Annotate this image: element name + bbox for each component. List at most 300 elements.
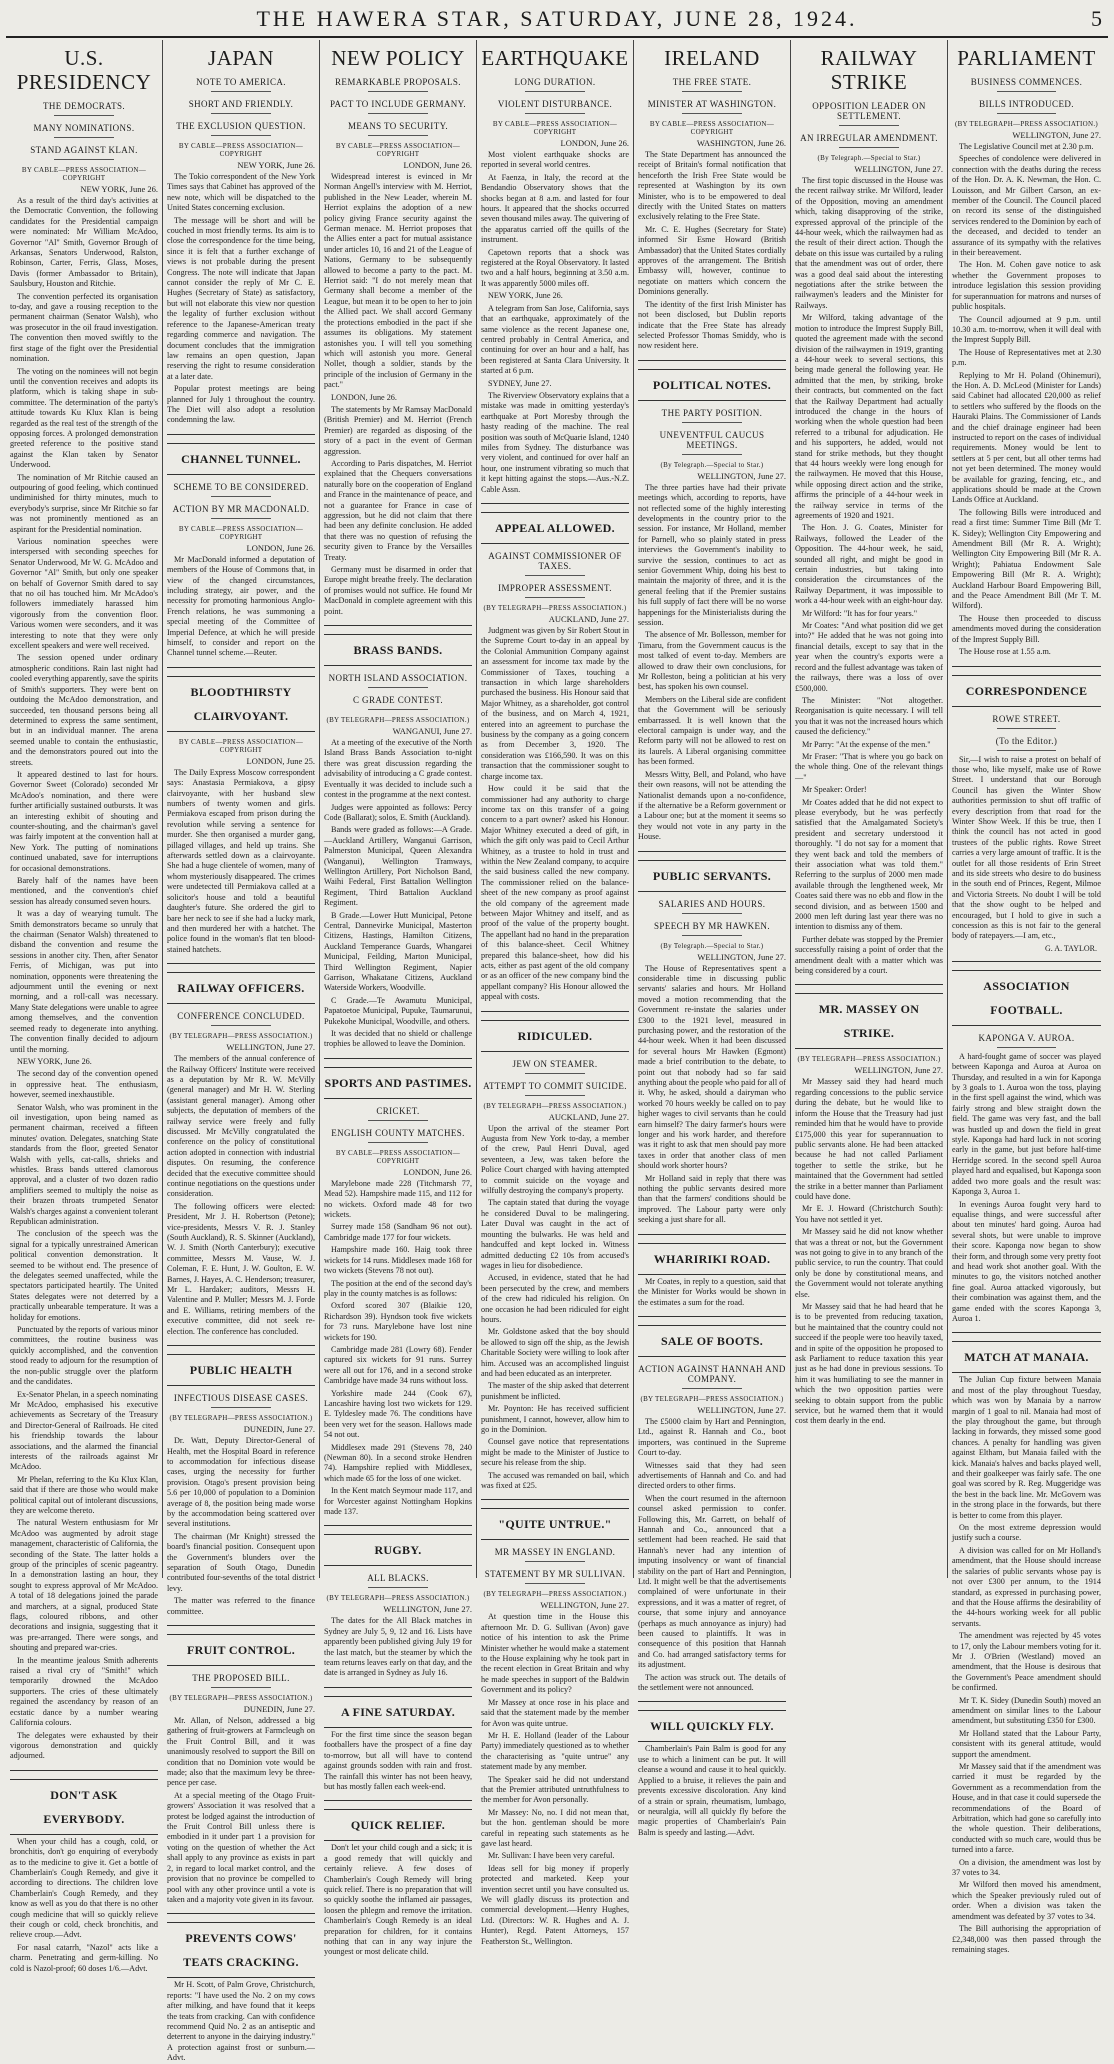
- article-paragraph: Surrey made 158 (Sandham 96 not out). Cambridge made 177 for four wickets.: [324, 1222, 472, 1242]
- article-credit: (BY TELEGRAPH—PRESS ASSOCIATION.): [954, 120, 1099, 128]
- article: [638, 851, 786, 1226]
- article-paragraph: Senator Walsh, who was prominent in the oil investigation, upon being named as permanent chairman, received a fifteen minutes' ovation. Delegates, snatching State standards from the floor, greeted Senator Walsh with yells, cat-calls, shrieks and whistles. Brass bands uttered clamorous approval, and a cluster of two dozen radio amplifiers seemed to multiply the noise as their brazen throats trumpeted Senator Walsh's charges against a convenient tolerant Republican administration.: [10, 1102, 158, 1226]
- article-paragraph: The delegates were exhausted by their vigorous demonstration and quickly adjourned.: [10, 1730, 158, 1761]
- article-paragraph: Various nomination speeches were interspersed with seconding speeches for Senator Underwood, Mr W. G. McAdoo and Governor "Al" Smith, but only one speaker on behalf of Governor Smith dared to say that no oil has touched him. Mr McAdoo's followers immediately harassed him vigorously from the convention floor. Various women were seconders, and it was interesting to note that they were only excellent speakers and were well received.: [10, 537, 158, 651]
- article: [167, 1913, 315, 2063]
- article-paragraph: A telegram from San Jose, California, says that an earthquake, approximately of the same violence as the recent Japanese one, centred probably in Central America, and continuing for over an hour and a half, has been registered at Santa Clara University. It started at 6 p.m.: [481, 303, 629, 376]
- article-subhead: ATTEMPT TO COMMIT SUICIDE.: [483, 1080, 627, 1091]
- article-paragraph: Ex-Senator Phelan, in a speech nominating Mr McAdoo, emphasised his executive achievements as Secretary of the Treasury and Director-General of Railroads. He cited his friendship towards the labour associations, and the alarmed the financial interests of the railroads against Mr McAdoo.: [10, 1389, 158, 1472]
- article-divider: [324, 1525, 472, 1526]
- article-subhead: THE EXCLUSION QUESTION.: [176, 121, 306, 131]
- article-paragraph: Mr Massey said he did not know whether that was a threat or not, but the Government was not going to give in to any branch of the public service, to run the country. That could only be done by constitutional means, and the Government would not tolerate anything else.: [795, 1227, 943, 1299]
- article-paragraph: The Minister: "Not altogether. Reorganisation is quite necessary. I will tell you that it was not the increased hours which caused the deficiency.": [795, 695, 943, 737]
- article-paragraph: Mr Speaker: Order!: [802, 785, 867, 795]
- article-credit: BY CABLE—PRESS ASSOCIATION—COPYRIGHT: [178, 524, 304, 541]
- article-paragraph: Mr Parry: "At the expense of the men.": [802, 739, 931, 749]
- article-divider: [638, 851, 786, 852]
- article-paragraph: The convention perfected its organisation to-day, and gave a rousing reception to the permanent chairman (Senator Walsh), who was prosecutor in the oil fraud investigation. The convention then moved swiftly to the first stage of the fight over the Presidential nomination.: [10, 291, 158, 364]
- article-paragraph: How could it be said that the commissioner had any authority to charge income tax on this transfer of a going concern to a part owner? asked his Honour. Major Whitney executed a deed of gift, in which the gift only was paid to Cecil Arthur Whitney, as a trustee to hold in trust and within the New Zealand company, to acquire the said business called the new company. The commissioner relied on the balance-sheet of the new company as proof against the old company of the agreement made between Major Whitney and itself, and as proof of the value of the property bought. The appellant had no hand in the preparation of this balance-sheet. Cecil Whitney prepared this balance-sheet, how did his acts, either as past agent of the old company or as an officer of the new company bind the appellant company? His Honour allowed the appeal with costs.: [481, 784, 629, 1002]
- article-headline: DON'T ASK EVERYBODY.: [10, 1779, 158, 1835]
- subhead-rule: [368, 687, 427, 688]
- article-paragraph: Mr H. Scott, of Palm Grove, Christchurch, reports: "I have used the No. 2 on my cows after milking, and have found that it keeps the teats from cracking. Can with confidence recommend Quid No. 2 as an antiseptic and deterrent to anyone in the dairying industry." A protection against frost or sunburn.—Advt.: [167, 1980, 315, 2063]
- article-credit: (By Telegraph.—Special to Star.): [817, 154, 921, 162]
- article-subhead: INFECTIOUS DISEASE CASES.: [173, 1393, 309, 1404]
- subhead-rule: [682, 113, 741, 114]
- article-subhead: SPEECH BY MR HAWKEN.: [654, 920, 770, 931]
- column-3: [320, 40, 477, 1957]
- article-credit: (BY TELEGRAPH—PRESS ASSOCIATION.): [326, 1594, 470, 1603]
- article-subhead: THE DEMOCRATS.: [42, 101, 126, 111]
- article-divider: [481, 1499, 629, 1500]
- article: [481, 46, 629, 495]
- article-dateline: WELLINGTON, June 27.: [697, 1404, 786, 1415]
- article-subhead: UNEVENTFUL CAUCUS MEETINGS.: [659, 429, 765, 450]
- article: [324, 625, 472, 1050]
- subhead-rule: [211, 1407, 270, 1408]
- article-credit: BY CABLE—PRESS ASSOCIATION—COPYRIGHT: [335, 1148, 461, 1165]
- article-paragraph: The House then proceeded to discuss amendments moved during the consideration of the Imprest Supply Bill.: [952, 613, 1101, 644]
- article-subhead: STATEMENT BY MR SULLIVAN.: [484, 1569, 626, 1580]
- article-subhead: LONG DURATION.: [514, 77, 596, 87]
- article: [952, 46, 1101, 658]
- article-dateline: WANGANUI, June 27.: [392, 726, 472, 737]
- article-headline: RUGBY.: [324, 1534, 472, 1566]
- article-paragraph: The natural Western enthusiasm for Mr McAdoo was augmented by adroit stage management, characteristic of California, the seconding of the State. The latter holds a group of the principles of scenic pageantry. In a demonstration lasting an hour, they sought to express approval of Mr McAdoo. A total of 18 delegations joined the parade and marchers, at a signal, produced State flags, coloured ribbons, and other decorations and insignia, suggesting that it was pre-arranged. There were songs, and shouting and prepared war-cries.: [10, 1518, 158, 1653]
- article: [324, 46, 472, 617]
- subhead-rule: [211, 135, 270, 136]
- article-paragraph: Replying to Mr H. Poland (Ohinemuri), the Hon. A. D. McLeod (Minister for Lands) said Cabinet had allocated £20,000 as relief to settlers who suffered by the floods on the Hauraki Plains. The Commissioner of Lands and the chief drainage engineer had been instructed to report on the cases of individual requirements. Money would be lent to settlers at 5 per cent, but all other terms had not yet been determined. The money would be available for grazing, fencing, etc., and applications should be made at the Crown Lands Office at Auckland.: [952, 370, 1101, 505]
- article-subhead: JEW ON STEAMER.: [512, 1058, 598, 1069]
- article-paragraph: The following officers were elected: President, Mr J. H. Robertson (Petone); vice-presidents, Messrs V. R. J. Stanley (South Auckland), R. S. Skinner (Auckland), W. J. Smith (North Canterbury); executive committee, Messrs M. Vause, W. J. Coleman, F. E. Hunt, J. W. Goulton, E. W. Barnes, J. Hayes, A. C. Henderson; treasurer, Mr L. Hardaker; auditors, Messrs H. Valentine and P. Muller; Messrs M. J. Forde and E. Williams, retiring members of the executive committee, did not seek re-election. The conference has concluded.: [167, 1201, 315, 1336]
- article-subhead: CONFERENCE CONCLUDED.: [177, 1011, 305, 1022]
- article-headline: JAPAN: [208, 46, 274, 70]
- article-divider: [167, 434, 315, 435]
- article-subhead: MEANS TO SECURITY.: [348, 121, 448, 131]
- article-paragraph: On a division, the amendment was lost by 37 votes to 34.: [952, 1857, 1101, 1878]
- article-dateline: AUCKLAND, June 27.: [548, 614, 629, 624]
- article-paragraph: Mr. Sullivan: I have been very careful.: [488, 1851, 615, 1861]
- article-paragraph: In the Kent match Seymour made 117, and for Worcester against Nottingham Hopkins made 137.: [324, 1486, 472, 1517]
- subhead-rule: [839, 147, 898, 148]
- article: [324, 1800, 472, 1957]
- article-dateline: NEW YORK, June 26.: [80, 184, 158, 194]
- article-credit: BY CABLE—PRESS ASSOCIATION—COPYRIGHT: [649, 120, 775, 136]
- article-paragraph: Mr Coates, in reply to a question, said that the Minister for Works would be shown in the estimates a sum for the road.: [638, 1276, 786, 1307]
- article-paragraph: On the most extreme depression would justify such a course.: [952, 1523, 1101, 1543]
- article-paragraph: Dr. Watt, Deputy Director-General of Health, met the Hospital Board in reference to accommodation for infectious disease cases, urging the necessity for further provision. Otago's present provision being 5.6 per 10,000 of population to a Dominion average of 8, the position being made worse by the accommodation being scattered over several institutions.: [167, 1436, 315, 1529]
- article: [795, 984, 943, 1426]
- article-paragraph: When your child has a cough, cold, or bronchitis, don't go enquiring of everybody as to the medicine to give it. Get a bottle of Chamberlain's Cough Remedy, and give it according to directions. The children love Chamberlain's Cough Remedy, and they know as well as you do that there is no other cough medicine that will so quickly relieve their cough or cold, check bronchitis, and relieve croup.—Advt.: [10, 1836, 158, 1940]
- article-paragraph: LONDON, June 26.: [331, 392, 397, 402]
- article-credit: (By Telegraph.—Special to Star.): [660, 941, 764, 950]
- subhead-rule: [211, 1687, 270, 1688]
- article-dateline: WELLINGTON, June 27.: [697, 470, 786, 481]
- article-paragraph: The Legislative Council met at 2.30 p.m.: [959, 142, 1094, 151]
- article-paragraph: The action was struck out. The details of the settlement were not announced.: [638, 1672, 786, 1693]
- article-headline: SPORTS AND PASTIMES.: [324, 1067, 472, 1099]
- article-paragraph: Oxford scored 307 (Blaikie 120, Richardson 39). Hyndson took five wickets for 73 runs. Marylebone have lost nine wickets for 190.: [324, 1301, 472, 1342]
- article-dateline: LONDON, June 25.: [246, 755, 315, 766]
- article-paragraph: The dates for the All Black matches in Sydney are July 5, 9, 12 and 16. Lists have apparently been published giving July 19 for the last match, but the steamer by which the team returns leaves early on that day, and the date is arranged in Sydney as July 16.: [324, 1616, 472, 1678]
- column-2: [163, 40, 320, 2063]
- article-divider: [638, 1234, 786, 1235]
- article-credit: (BY TELEGRAPH—PRESS ASSOCIATION.): [797, 1055, 941, 1064]
- article-paragraph: Popular protest meetings are being planned for July 1 throughout the country. The Diet will also adopt a resolution condemning the law.: [167, 384, 315, 425]
- article-subhead: ACTION BY MR MACDONALD.: [172, 503, 310, 514]
- article-paragraph: At Faenza, in Italy, the record at the Bendandio Observatory shows that the shocks began at 8 a.m. and lasted for four hours. It appeared that the shocks occurred seven thousand miles away. The quivering of the apparatus carried off the quills of the instrument.: [481, 172, 629, 245]
- article: [638, 1234, 786, 1308]
- article-subhead: AGAINST COMMISSIONER OF TAXES.: [488, 551, 622, 571]
- article-paragraph: Further debate was stopped by the Premier successfully raising a point of order that the amendment dealt with a matter which was being considered by a court.: [795, 934, 943, 976]
- subhead-rule: [525, 91, 584, 92]
- article-dateline: NEW YORK, June 26.: [237, 160, 315, 170]
- article: [10, 46, 158, 1762]
- article-headline: APPEAL ALLOWED.: [481, 512, 629, 544]
- article-credit: (BY TELEGRAPH—PRESS ASSOCIATION.): [483, 1101, 627, 1110]
- article-divider: [324, 625, 472, 626]
- columns: [6, 40, 1108, 2063]
- article: [638, 1316, 786, 1694]
- article-subhead: MR MASSEY IN ENGLAND.: [494, 1547, 616, 1558]
- article-divider: [481, 503, 629, 504]
- article-subhead: (To the Editor.): [995, 735, 1058, 746]
- article: [952, 1332, 1101, 1955]
- article-subhead: ENGLISH COUNTY MATCHES.: [331, 1127, 465, 1138]
- article: [324, 1687, 472, 1792]
- article-subhead: ALL BLACKS.: [367, 1573, 429, 1584]
- article-paragraph: A hard-fought game of soccer was played between Kaponga and Auroa at Auroa on Thursday, and resulted in a win for Kaponga by 3 goals to 1. Auroa won the toss, playing in the first spell against the wind, which was fairly strong and blew straight down the field. The game was very fast, and the ball was hustled up and down the field in great style. Kaponga had hard luck in not scoring early in the game, but just before half-time Herridge scored. In the second spell Auroa played hard and equalised, but Kaponga soon added two more goals and the result was: Kaponga 3, Auroa 1.: [952, 1051, 1101, 1197]
- article-subhead: PACT TO INCLUDE GERMANY.: [329, 99, 467, 109]
- article-subhead: IMPROPER ASSESSMENT.: [498, 583, 612, 593]
- article-paragraph: A division was called for on Mr Holland's amendment, that the House should increase the salaries of public servants whose pay is not over £300 per annum, to the 1914 standard, as expressed in purchasing power, and that the House affirms the desirability of the 44-hours working week for all public servants.: [952, 1545, 1101, 1628]
- article-divider: [167, 667, 315, 668]
- article: [324, 1058, 472, 1518]
- article-dateline: DUNEDIN, June 27.: [243, 1704, 315, 1714]
- article-paragraph: Mr Massey said that he had heard that he is to be prevented from reducing taxation, but he maintained that the country could not succeed if the people were too heavily taxed, and in spite of the opposition he proposed to ask Parliament to reduce taxation this year just as he had done in previous sessions. To him it was humiliating to see the manner in which the two opposition parties were seeking to obtain support from the public service, but he warned them that it would cost them dearly in the end.: [795, 1302, 943, 1426]
- article-paragraph: The message will be short and will be couched in most friendly terms. Its aim is to close the correspondence for the time being, since it is felt that a further exchange of views is not probable during the present Congress. The note will indicate that Japan cannot consider the reply of Mr C. E. Hughes (Secretary of State) as satisfactory, but will not elaborate this view nor question the legality of further exclusion without reference to the Japanese-American treaty regarding commerce and navigation. The document concludes that the immigration law remains an open question, Japan reserving the right to resume consideration at a later date.: [167, 215, 315, 381]
- article-dateline: DUNEDIN, June 27.: [243, 1424, 315, 1435]
- article-paragraph: Mr T. K. Sidey (Dunedin South) moved an amendment on similar lines to the Labour amendment, but substituting £350 for £300.: [952, 1695, 1101, 1726]
- article-paragraph: Mr Wilford, taking advantage of the motion to introduce the Imprest Supply Bill, quoted the agreement made with the second division of the railwaymen in 1919, granting a 44-hour week to several sections, this being made general the following year. He admitted that the men, by striking, broke their contracts, but commented on the fact that the Railway Department had actually introduced the change in the hours of working when the whole question had been referred to a tribunal for adjudication. He and his supporters, he added, would not stand for strike methods, but they thought that 44 hours weekly were long enough for the railwaymen. He moved that this House, while opposing direct action and the strike, affirms the principle of a 44-hour week in the railway service in terms of the agreements of 1920 and 1921.: [795, 313, 943, 520]
- article-headline: IRELAND: [664, 46, 760, 70]
- subhead-rule: [211, 496, 270, 497]
- article-paragraph: Upon the arrival of the steamer Port Augusta from New York to-day, a member of the crew, Paul Henri Duval, aged seventeen, a Jew, was taken before the Police Court charged with having attempted to commit suicide on the voyage and wilfully destroying the company's property.: [481, 1123, 629, 1196]
- subhead-rule: [525, 1583, 584, 1584]
- article-paragraph: Accused, in evidence, stated that he had been persecuted by the crew, and members of the crew had ridiculed his religion. On one occasion he had been ridiculed for eight hours.: [481, 1273, 629, 1324]
- article-paragraph: The Speaker said he did not understand that the Premier attributed untruthfulness to the member for Avon personally.: [481, 1774, 629, 1805]
- article: [167, 1625, 315, 1905]
- article-headline: RAILWAY OFFICERS.: [167, 972, 315, 1004]
- article-paragraph: Mr Massey at once rose in his place and said that the statement made by the member for Avon was quite untrue.: [481, 1697, 629, 1728]
- article-paragraph: It appeared destined to last for hours. Governor Sweet (Colorado) seconded Mr McAdoo's nomination, and there were further artificially sustained outbursts. It was an interesting exhibit of shouting and counter-shouting, and the chairman's gavel was fairly impotent at the convention hall at New York. The putting of nominations continued unabated, save for interruptions for occasional demonstrations.: [10, 769, 158, 873]
- masthead-title: THE HAWERA STAR, SATURDAY, JUNE 28, 1924.: [256, 6, 858, 31]
- article-paragraph: The House of Representatives spent a considerable time in discussing public servants' salaries and hours. Mr Holland moved a motion recommending that the Government re-instate the salaries under £300 to the 1921 level, measured in purchasing power, and the restoration of the 44-hour week. When it had been discussed for several hours Mr Hawken (Egmont) made a brief contribution to the debate, to point out that nobody had so far said anything about the people who paid for all of it. Why, he asked, should a dairyman who worked 70 hours weekly be called on to pay higher wages to civil servants than he could earn himself? The dairy farmer's hours were longer and his work harder, and therefore was it right to ask that men should pay more taxes in order that another class of men should work shorter hours?: [638, 963, 786, 1171]
- page-number: 5: [1091, 6, 1102, 31]
- article: [638, 46, 786, 352]
- article: [324, 1525, 472, 1678]
- article-paragraph: Members on the Liberal side are confident that the Government will be seriously embarrassed. It is well known that the electoral campaign is under way, and the Reform party will not be allowed to rest on its laurels. A Liberal organising committee has been formed.: [638, 694, 786, 767]
- article-subhead: BUSINESS COMMENCES.: [970, 77, 1083, 87]
- article-divider: [638, 1316, 786, 1317]
- article-divider: [952, 1332, 1101, 1333]
- article-paragraph: As a result of the third day's activities at the Democratic Convention, the following candidates for the Presidential campaign were nominated: Mr William McAdoo, Governor "Al" Smith, Governor Brough of Arkansas, Senators Underwood, Ralston, Robinson, Carter, Ferris, Glass, Moses, Davis (former Ambassador to Britain), Saulsbury, Houston and Ritchie.: [10, 196, 158, 289]
- subhead-rule: [368, 1120, 427, 1121]
- article-dateline: WASHINGTON, June 26.: [696, 138, 786, 148]
- article-paragraph: Mr. Allan, of Nelson, addressed a big gathering of fruit-growers at Farmcleugh on the Fruit Control Bill, and it was unanimously resolved to support the Bill on condition that no Dominion vote would be made; also that the maximum levy be three-pence per case.: [167, 1716, 315, 1788]
- article-paragraph: Mr Holland stated that the Labour Party, consistent with its general attitude, would support the amendment.: [952, 1728, 1101, 1759]
- subhead-rule: [211, 91, 270, 92]
- article-headline: RAILWAY STRIKE: [820, 46, 918, 94]
- article-paragraph: Mr. Poynton: He has received sufficient punishment, I cannot, however, allow him to go in the Dominion.: [481, 1404, 629, 1434]
- article-paragraph: The Hon. J. G. Coates, Minister for Railways, followed the Leader of the Opposition. The 44-hour week, he said, sounded all right, and might be good in certain industries, but taking into consideration the circumstances of the Railway Department, it was impossible to work a 44-hour week with an eight-hour day.: [795, 523, 943, 606]
- article-headline: EARTHQUAKE: [481, 46, 629, 70]
- article-paragraph: Punctuated by the reports of various minor committees, the routine business was quickly accomplished, and the convention stood ready to adjourn for the resumption of the non-public struggle over the platform and the candidates.: [10, 1325, 158, 1387]
- article-dateline: AUCKLAND, June 27.: [548, 1111, 629, 1122]
- subhead-rule: [368, 1587, 427, 1588]
- article-paragraph: Mr Coates: "And what position did we get into?" He added that he was not going into financial details, except to say that in the year when the country's exports were a record and the fullest advantage was taken of the railways, there was a loss of over £500,000.: [795, 621, 943, 693]
- article-headline: BRASS BANDS.: [324, 634, 472, 666]
- article-subhead: C GRADE CONTEST.: [353, 695, 443, 706]
- article-paragraph: Bands were graded as follows:—A Grade.—Auckland Artillery, Wanganui Garrison, Palmerston Municipal, Queen Alexandra (Wanganui), Wellington Tramways, Wellington Artillery, Port Nicholson Band, Waihi Federal, First Battalion Wellington Regiment, Third Battalion Auckland Regiment.: [324, 825, 472, 908]
- article-subhead: THE PARTY POSITION.: [661, 407, 763, 418]
- article-paragraph: It was a day of wearying tumult. The Smith demonstrators became so unruly that the chairman (Senator Walsh) threatened to disband the convention and resume the sessions in another city. Then, after Senator Ferris, of Michigan, was put into nomination, opponents were threatening the adjournment until the evening or next morning, and a roll-call was necessary. Many State delegations were unable to agree among themselves, and the convention seemed ready to degenerate into anything. The convention finally decided to adjourn until the morning.: [10, 909, 158, 1054]
- article-credit: (BY TELEGRAPH—PRESS ASSOCIATION.): [169, 1032, 313, 1041]
- article-paragraph: Chamberlain's Pain Balm is good for any use to which a liniment can be put. It will cleanse a wound and cause it to heal quickly. Applied to a bruise, it relieves the pain and prevents excessive discoloration. Any kind of a strain or sprain, rheumatism, lumbago, or neuralgia, will all quickly fly before the magic properties of Chamberlain's Pain Balm is speedy and lasting.—Advt.: [638, 1744, 786, 1837]
- article-subhead: OPPOSITION LEADER ON SETTLEMENT.: [812, 101, 926, 121]
- article-dateline: WELLINGTON, June 27.: [540, 1600, 629, 1611]
- article-paragraph: SYDNEY, June 27.: [488, 378, 552, 388]
- article-paragraph: The Riverview Observatory explains that a mistake was made in omitting yesterday's earthquake at Port Moresby through the hasty reading of the machine. The real position was south of McQuarie Island, 1240 miles from Sydney. The disturbance was very violent, and continued for over half an hour, one instrument vibrating so much that it kept hitting against the stops.—Aus.-N.Z. Cable Assn.: [481, 390, 629, 494]
- article-headline: CHANNEL TUNNEL.: [167, 443, 315, 475]
- article-paragraph: Germany must be disarmed in order that Europe might breathe freely. The declaration of promises would not suffice. He found Mr MacDonald in complete agreement with this point.: [324, 565, 472, 616]
- subhead-rule: [997, 91, 1057, 92]
- article-paragraph: The Hon. M. Cohen gave notice to ask whether the Government proposes to introduce legislation this session providing for superannuation for matrons and nurses of public hospitals.: [952, 260, 1101, 312]
- article-subhead: SCHEME TO BE CONSIDERED.: [173, 481, 309, 492]
- article-paragraph: Yorkshire made 244 (Cook 67), Lancashire having lost two wickets for 129. E. Tyldesley made 76. The conditions have been very wet for the season. Hallows made 54 not out.: [324, 1388, 472, 1440]
- article-divider: [324, 1800, 472, 1801]
- subhead-rule: [682, 422, 741, 423]
- article-paragraph: Counsel gave notice that representations might be made to the Minister of Justice to secure his release from the ship.: [481, 1437, 629, 1468]
- article-headline: CORRESPONDENCE: [952, 675, 1101, 707]
- subhead-rule: [997, 113, 1057, 114]
- article-headline: PREVENTS COWS' TEATS CRACKING.: [167, 1922, 315, 1978]
- article-paragraph: The first topic discussed in the House was the recent railway strike. Mr Wilford, leader of the Opposition, moving an amendment which, taking disapproving of the strike, expressed approval of the principle of the 44-hour week, which the railwaymen had as the result of their direct action. Though the debate on this issue was curtailed by a ruling that the amendment was out of order, there was a good deal said about the interesting negotiations after the strike between the railwaymen's leaders and the Minister for Railways.: [795, 176, 943, 310]
- subhead-rule: [997, 728, 1057, 729]
- article-divider: [167, 1625, 315, 1626]
- article-paragraph: Barely half of the names have been mentioned, and the convention's chief session has already consumed seven hours.: [10, 876, 158, 906]
- article-paragraph: The identity of the first Irish Minister has not been disclosed, but Dublin reports indicate that the Free State has already selected Professor Thomas Smiddy, who is now resident here.: [638, 299, 786, 351]
- article-headline: "QUITE UNTRUE.": [481, 1508, 629, 1540]
- article-divider: [952, 961, 1101, 962]
- article-paragraph: For nasal catarrh, "Nazol" acts like a charm. Penetrating and germ-killing. No cold is Nazol-proof; 60 doses 1/6.—Advt.: [10, 1942, 158, 1973]
- article-paragraph: Mr H. E. Holland (leader of the Labour Party) immediately questioned as to whether the characterising as "quite untrue" any statement made by any member.: [481, 1730, 629, 1772]
- article-paragraph: Mr Wilford: "It has for four years.": [802, 608, 918, 618]
- column-7: [948, 40, 1105, 1954]
- article-paragraph: The nomination of Mr Ritchie caused an outpouring of good feeling, which continued undiminished for thirty minutes, much to everybody's surprise, since Mr Ritchie so far was not prominently mentioned as an aspirant for the Presidential nomination.: [10, 472, 158, 534]
- article-paragraph: Mr Phelan, referring to the Ku Klux Klan, said that if there are those who would make political capital out of intolerant discussions, they are welcome thereto.: [10, 1474, 158, 1515]
- article-paragraph: The conclusion of the speech was the signal for a typically unrestrained American political convention demonstration. It seemed to be without end. The presence of the delegates seemed unaffected, while the spectators participated heartily. The United States delegates were not deterred by a practically unbearable temperature. It was a holiday for emotions.: [10, 1229, 158, 1322]
- subhead-rule: [682, 935, 741, 936]
- subhead-rule: [211, 1025, 270, 1026]
- article-headline: WHARIRIKI ROAD.: [638, 1243, 786, 1275]
- article-paragraph: Hampshire made 160. Haig took three wickets for 14 runs. Middlesex made 168 for two wickets (Stevens 78 not out).: [324, 1245, 472, 1276]
- subhead-rule: [211, 518, 270, 519]
- article-paragraph: According to Paris dispatches, M. Herriot explained that the Chequers conversations naturally bore on the cooperation of England and France in the maintenance of peace, and not a guarantee for France in case of aggression, but he did not claim that there had been any definite conclusion. He added that there was no question of refusing the security given to France by the Versailles Treaty.: [324, 458, 472, 562]
- article-credit: (By Telegraph.—Special to Star.): [660, 460, 764, 469]
- article-divider: [324, 1687, 472, 1688]
- article-headline: MATCH AT MANAIA.: [952, 1341, 1101, 1373]
- article-subhead: ACTION AGAINST HANNAH AND COMPANY.: [638, 1363, 786, 1384]
- article-paragraph: The Council adjourned at 9 p.m. until 10.30 a.m. to-morrow, when it will deal with the Imprest Supply Bill.: [952, 314, 1101, 345]
- article-headline: PUBLIC HEALTH: [167, 1354, 315, 1386]
- article-headline: NEW POLICY: [331, 46, 465, 70]
- subhead-rule: [368, 91, 427, 92]
- article-paragraph: The statements by Mr Ramsay MacDonald (British Premier) and M. Herriot (French Premier) are regarded as disposing of the story of a pact in the event of German aggression.: [324, 404, 472, 456]
- article-paragraph: Ideas sell for big money if properly protected and marketed. Keep your invention secret until you have consulted us. We will gladly discuss its protection and commercial development.—Henry Hughes, Ltd. (Directors: W. R. Hughes and A. J. Hunter), Regd. Patent Attorneys, 157 Featherston St., Wellington.: [481, 1863, 629, 1946]
- article-subhead: NORTH ISLAND ASSOCIATION.: [328, 673, 468, 684]
- subhead-rule: [525, 1561, 584, 1562]
- article: [481, 1011, 629, 1492]
- article-paragraph: In evenings Auroa fought very hard to equalise things, and were successful after about ten minutes' hard going. Auroa had several shots, but were unable to improve their score. Kaponga now began to show their form, and through some very pretty foot and head work shot another goal. With the minutes to go, the visitors notched another fine goal. Auroa attacked vigorously, but their combination was against them, and the game ended with the scores Kaponga 3, Auroa 1.: [952, 1199, 1101, 1323]
- article-paragraph: At a special meeting of the Otago Fruit-growers' Association it was resolved that a protest be lodged against the introduction of the Fruit Control Bill unless there is embodied in it under part 1 a provision for voting on the question of whether the Act shall apply to any province as exists in part 2, in regard to local market control, and the provision that no province be compelled to pool with any other province until a vote is taken and a majority vote given in its favour.: [167, 1790, 315, 1904]
- subhead-rule: [368, 113, 427, 114]
- article-paragraph: The £5000 claim by Hart and Pennington, Ltd., against R. Hannah and Co., boot importers, was continued in the Supreme Court to-day.: [638, 1416, 786, 1458]
- article-subhead: THE FREE STATE.: [672, 77, 752, 87]
- article-divider: [10, 1770, 158, 1771]
- article-divider: [481, 1011, 629, 1012]
- article-paragraph: Judges were appointed as follows: Percy Code (Ballarat); solos, E. Smith (Auckland).: [324, 802, 472, 822]
- article-paragraph: The chairman (Mr Knight) stressed the board's financial position. Consequent upon the Government's blunders over the separation of South Otago, Dunedin contributed four-sevenths of the total district levy.: [167, 1531, 315, 1593]
- article-headline: PUBLIC SERVANTS.: [638, 860, 786, 892]
- article-subhead: SALARIES AND HOURS.: [658, 898, 766, 909]
- article-subhead: AN IRREGULAR AMENDMENT.: [800, 133, 938, 143]
- article-paragraph: Messrs Witty, Bell, and Poland, who have their own reasons, will not be attending the Nationalist demands upon a no-confidence, if the alternative be a Reform government or a Labour one; but at the moment it seems so they would not vote in any party in the House.: [638, 769, 786, 842]
- article-paragraph: Mr MacDonald informed a deputation of members of the House of Commons that, in view of the changed circumstances, including strategy, air power, and the necessity for promoting harmonious Anglo-French relations, he was summoning a special meeting of the Committee of Imperial Defence, at which he will preside himself, to consider and report on the Channel tunnel scheme.—Reuter.: [167, 554, 315, 658]
- article-headline: WILL QUICKLY FLY.: [638, 1710, 786, 1742]
- article-paragraph: Judgment was given by Sir Robert Stout in the Supreme Court to-day in an appeal by the Colonial Ammunition Company against an assessment for income tax made by the Commissioner of Taxes, touching a transaction in which large shareholders purchased the business. His Honour said that Major Whitney, as a shareholder, got control of the business, and on March 4, 1921, entered into an agreement to purchase the business by the company as a going concern as from December 3, 1920. The consideration was £166,590. It was on this transaction that the commissioner sought to charge income tax.: [481, 626, 629, 781]
- article-paragraph: Sir,—I wish to raise a protest on behalf of those who, like myself, make use of Rowe Street. I understand that our Borough Council has given the Winter Show authorities permission to shut off traffic of every description from that road for the Winter Show Week. If this be true, then I think the council has not acted in good trustees of the public rights. Rowe Street carries a very large amount of traffic. It is the outlet for all those residents of Erin Street and its side streets who desire to do business in the south end of Princes, Regent, Milmoe and Victoria Streets. No doubt I will be told that the show ought to be helped and encouraged, but I hold to give in such a concession as this is not fair to the general body of ratepayers.—I am, etc.,: [952, 754, 1101, 941]
- article-headline: U.S. PRESIDENCY: [16, 46, 152, 94]
- article-credit: (BY TELEGRAPH—PRESS ASSOCIATION.): [326, 716, 470, 725]
- article-paragraph: When the court resumed in the afternoon counsel asked permission to confer. Following this, Mr. Garrett, on behalf of Hannah and Co., announced that a settlement had been reached. He said that Hannah's never had any intention of imputing insolvency or want of financial stability on the part of Hart and Pennington, Ltd. It might well be that the advertisements complained of were unfortunate in their expressions, and it was a matter of regret, of course, that some injury and annoyance (perhaps as much annoyance as injury) had been caused to plaintiffs. It was in consequence of this position that Hannah and Co. had arranged satisfactory terms for its adjustment.: [638, 1493, 786, 1670]
- article-paragraph: C Grade.—Te Awamutu Municipal, Papatoetoe Municipal, Pupuke, Taumarunui, Pukekohe Municipal, Woodville, and others.: [324, 995, 472, 1026]
- subhead-rule: [682, 91, 741, 92]
- subhead-rule: [368, 135, 427, 136]
- article-paragraph: The accused was remanded on bail, which was fixed at £25.: [481, 1470, 629, 1491]
- article-paragraph: The amendment was rejected by 45 votes to 17, only the Labour members voting for it. Mr J. O'Brien (Westland) moved an amendment, that the House is desirous that the Government's Peace amendment should be confirmed.: [952, 1631, 1101, 1693]
- article-subhead: VIOLENT DISTURBANCE.: [497, 99, 613, 109]
- article-dateline: WELLINGTON, June 27.: [854, 164, 943, 174]
- article-paragraph: At question time in the House this afternoon Mr. D. G. Sullivan (Avon) gave notice of his intention to ask the Prime Minister whether he would make a statement to the House explaining why he took part in the recent election in Great Britain and why he made speeches in support of the Baldwin Government and its policy?: [481, 1612, 629, 1695]
- article-headline: MR. MASSEY ON STRIKE.: [795, 993, 943, 1049]
- column-5: [634, 40, 791, 1837]
- article-paragraph: Most violent earthquake shocks are reported in several world centres.: [481, 150, 629, 170]
- article: [481, 503, 629, 1003]
- article: [795, 46, 943, 976]
- article: [167, 667, 315, 955]
- article-subhead: MANY NOMINATIONS.: [33, 123, 135, 133]
- article-paragraph: Mr Coates added that he did not expect to please everybody, but he was perfectly satisfied that the Amalgamated Society's president and secretary understood it thoroughly. "I do not say for a moment that they went back and told the members of their association what was told them." Referring to the surplus of 2000 men made available through the lengthened week, Mr Coates said there was no ebb and flow in the second division, and as between 1500 and 2000 men left during last year there was no intention to dismiss any of them.: [795, 797, 943, 932]
- article-divider: [167, 963, 315, 964]
- article: [167, 1345, 315, 1617]
- article-subhead: REMARKABLE PROPOSALS.: [335, 77, 461, 87]
- article-divider: [952, 666, 1101, 667]
- article: [952, 961, 1101, 1325]
- article-divider: [324, 1058, 472, 1059]
- article-dateline: WELLINGTON, June 27.: [226, 1042, 315, 1053]
- article-paragraph: For the first time since the season began footballers have the prospect of a fine day to-morrow, but all will have to contend against grounds sodden with rain and frost. The rainfall this winter has not been heavy, but has mostly fallen each week-end.: [324, 1729, 472, 1791]
- article: [167, 963, 315, 1337]
- article-dateline: WELLINGTON, June 27.: [383, 1604, 472, 1615]
- article-subhead: KAPONGA V. AUROA.: [978, 1032, 1075, 1043]
- article-paragraph: Speeches of condolence were delivered in connection with the deaths during the recess of the Hon. Dr. A. K. Newman, the Hon. C. Louisson, and Mr Gilbert Carson, an ex-member of the Council. The Council placed on record its sense of the distinguished services rendered to the Dominion by each of the deceased, and decided to tender an assurance of its sympathy with the relatives in their bereavement.: [952, 154, 1101, 258]
- article-paragraph: The House of Representatives met at 2.30 p.m.: [952, 347, 1101, 368]
- article-dateline: WELLINGTON, June 27.: [1012, 130, 1101, 140]
- article-paragraph: The second day of the convention opened in oppressive heat. The enthusiasm, however, seemed inexhaustible.: [10, 1069, 158, 1100]
- subhead-rule: [682, 454, 741, 455]
- article-paragraph: The position at the end of the second day's play in the county matches is as follows:: [324, 1278, 472, 1298]
- article-paragraph: B Grade.—Lower Hutt Municipal, Petone Central, Dannevirke Municipal, Masterton Citizens, Hastings, Hamilton Citizens, Auckland Temperance Guards, Whangarei Municipal, Feilding, Marton Municipal, Third Wellington Regiment, Napier Garrison, Whakatane Citizens, Auckland Waterside Workers, Woodville.: [324, 910, 472, 993]
- subhead-rule: [525, 1095, 584, 1096]
- article-paragraph: The absence of Mr. Bollesson, member for Timaru, from the Government caucus is the most talked of event to-day. Members are allowed to draw their own conclusions, for Mr Rolleston, being a politician at his very best, has spoken his own counsel.: [638, 630, 786, 692]
- article-paragraph: Mr Massey: No, no. I did not mean that, but the hon. gentleman should be more careful in repeating such statements as he gave last heard.: [481, 1807, 629, 1848]
- subhead-rule: [525, 575, 584, 576]
- article: [638, 360, 786, 843]
- article-headline: QUICK RELIEF.: [324, 1809, 472, 1841]
- article-headline: POLITICAL NOTES.: [638, 369, 786, 401]
- column-6: [791, 40, 948, 1578]
- article-headline: PARLIAMENT: [957, 46, 1096, 70]
- article-headline: A FINE SATURDAY.: [324, 1696, 472, 1728]
- article-subhead: THE PROPOSED BILL.: [192, 1673, 290, 1683]
- article-credit: BY CABLE—PRESS ASSOCIATION—COPYRIGHT: [335, 142, 461, 158]
- article-paragraph: The members of the annual conference of the Railway Officers' Institute were received as a deputation by Mr R. W. McVilly (general manager) and Mr H. W. Sterling (assistant general manager). Among other subjects, the deputation of members of the railway service were freely and fully discussed. Mr McVilly congratulated the conference on the policy of constitutional action adopted in connection with industrial disputes. On resuming, the conference decided that the executive committee should continue negotiations on the questions under consideration.: [167, 1054, 315, 1199]
- article: [481, 1499, 629, 1947]
- article-subhead: SHORT AND FRIENDLY.: [188, 99, 294, 109]
- article-subhead: CRICKET.: [376, 1105, 420, 1116]
- article-dateline: LONDON, June 26.: [560, 138, 629, 148]
- article-paragraph: Mr Holland said in reply that there was nothing the public servants desired more than that the farmers' conditions should be improved. The Labour party were only seeking a just share for all.: [638, 1173, 786, 1225]
- article-dateline: LONDON, June 26.: [246, 542, 315, 553]
- article-credit: (BY TELEGRAPH—PRESS ASSOCIATION.): [169, 1694, 313, 1702]
- article-paragraph: Mr. C. E. Hughes (Secretary for State) informed Sir Esme Howard (British Ambassador) that the United States cordially approves of the arrangement. The British Embassy will, however, continue to negotiate on matters which concern the Dominions generally.: [638, 224, 786, 297]
- subhead-rule: [525, 113, 584, 114]
- subhead-rule: [211, 113, 270, 114]
- article-credit: (BY TELEGRAPH—PRESS ASSOCIATION.): [483, 1590, 627, 1599]
- subhead-rule: [54, 115, 113, 116]
- article-credit: (BY TELEGRAPH—PRESS ASSOCIATION.): [640, 1394, 784, 1403]
- article-credit: (BY TELEGRAPH—PRESS ASSOCIATION.): [169, 1414, 313, 1423]
- article-paragraph: Mr Wilford then moved his amendment, which the Speaker previously ruled out of order. When a division was taken the amendment was defeated by 37 votes to 34.: [952, 1880, 1101, 1921]
- article-credit: BY CABLE—PRESS ASSOCIATION—COPYRIGHT: [178, 737, 304, 754]
- subhead-rule: [525, 1073, 584, 1074]
- article-divider: [638, 360, 786, 361]
- article-paragraph: Cambridge made 281 (Lowry 68). Fender captured six wickets for 91 runs. Surrey were all out for 176, and in a second stroke Cambridge have made 34 runs without loss.: [324, 1344, 472, 1386]
- subhead-rule: [368, 1142, 427, 1143]
- article-dateline: LONDON, June 26.: [403, 1166, 472, 1177]
- article-paragraph: The Daily Express Moscow correspondent says: Anastasia Permiakova, a gipsy clairvoyante, with her husband slew numbers of twenty women and girls. Permiakova escaped from prison during the revolution while serving a sentence for murder. She then organised a murder gang, pillaged villages, and held up trains. She afterwards settled down as a clairvoyante. She had a huge clientele of women, many of whom mysteriously disappeared. The crimes were undetected till Permiakova called at a solicitor's house and told a beautiful daughter's future. She ordered the girl to bare her neck to see if she had a lucky mark, and then murdered her with a hatchet. The police found in the woman's flat ten blood-stained hatchets.: [167, 767, 315, 954]
- article-credit: (BY TELEGRAPH—PRESS ASSOCIATION.): [483, 604, 627, 612]
- subhead-rule: [997, 1047, 1057, 1048]
- article-subhead: MINISTER AT WASHINGTON.: [647, 99, 777, 109]
- article-headline: FRUIT CONTROL.: [167, 1634, 315, 1666]
- article-headline: SALE OF BOOTS.: [638, 1325, 786, 1357]
- article-divider: [795, 984, 943, 985]
- article-paragraph: NEW YORK, June 26.: [17, 1056, 92, 1066]
- article: [10, 1770, 158, 1974]
- article-paragraph: Mr Massey said that if the amendment was carried it must be regarded by the Government as a recommendation from the House, and in that case it could supersede the recommendations of the Board of Arbitration, which had gone so carefully into the whole question. Their deliberations, conducted with so much care, would thus be turned into a farce.: [952, 1762, 1101, 1855]
- article-credit: BY CABLE—PRESS ASSOCIATION—COPYRIGHT: [21, 166, 147, 182]
